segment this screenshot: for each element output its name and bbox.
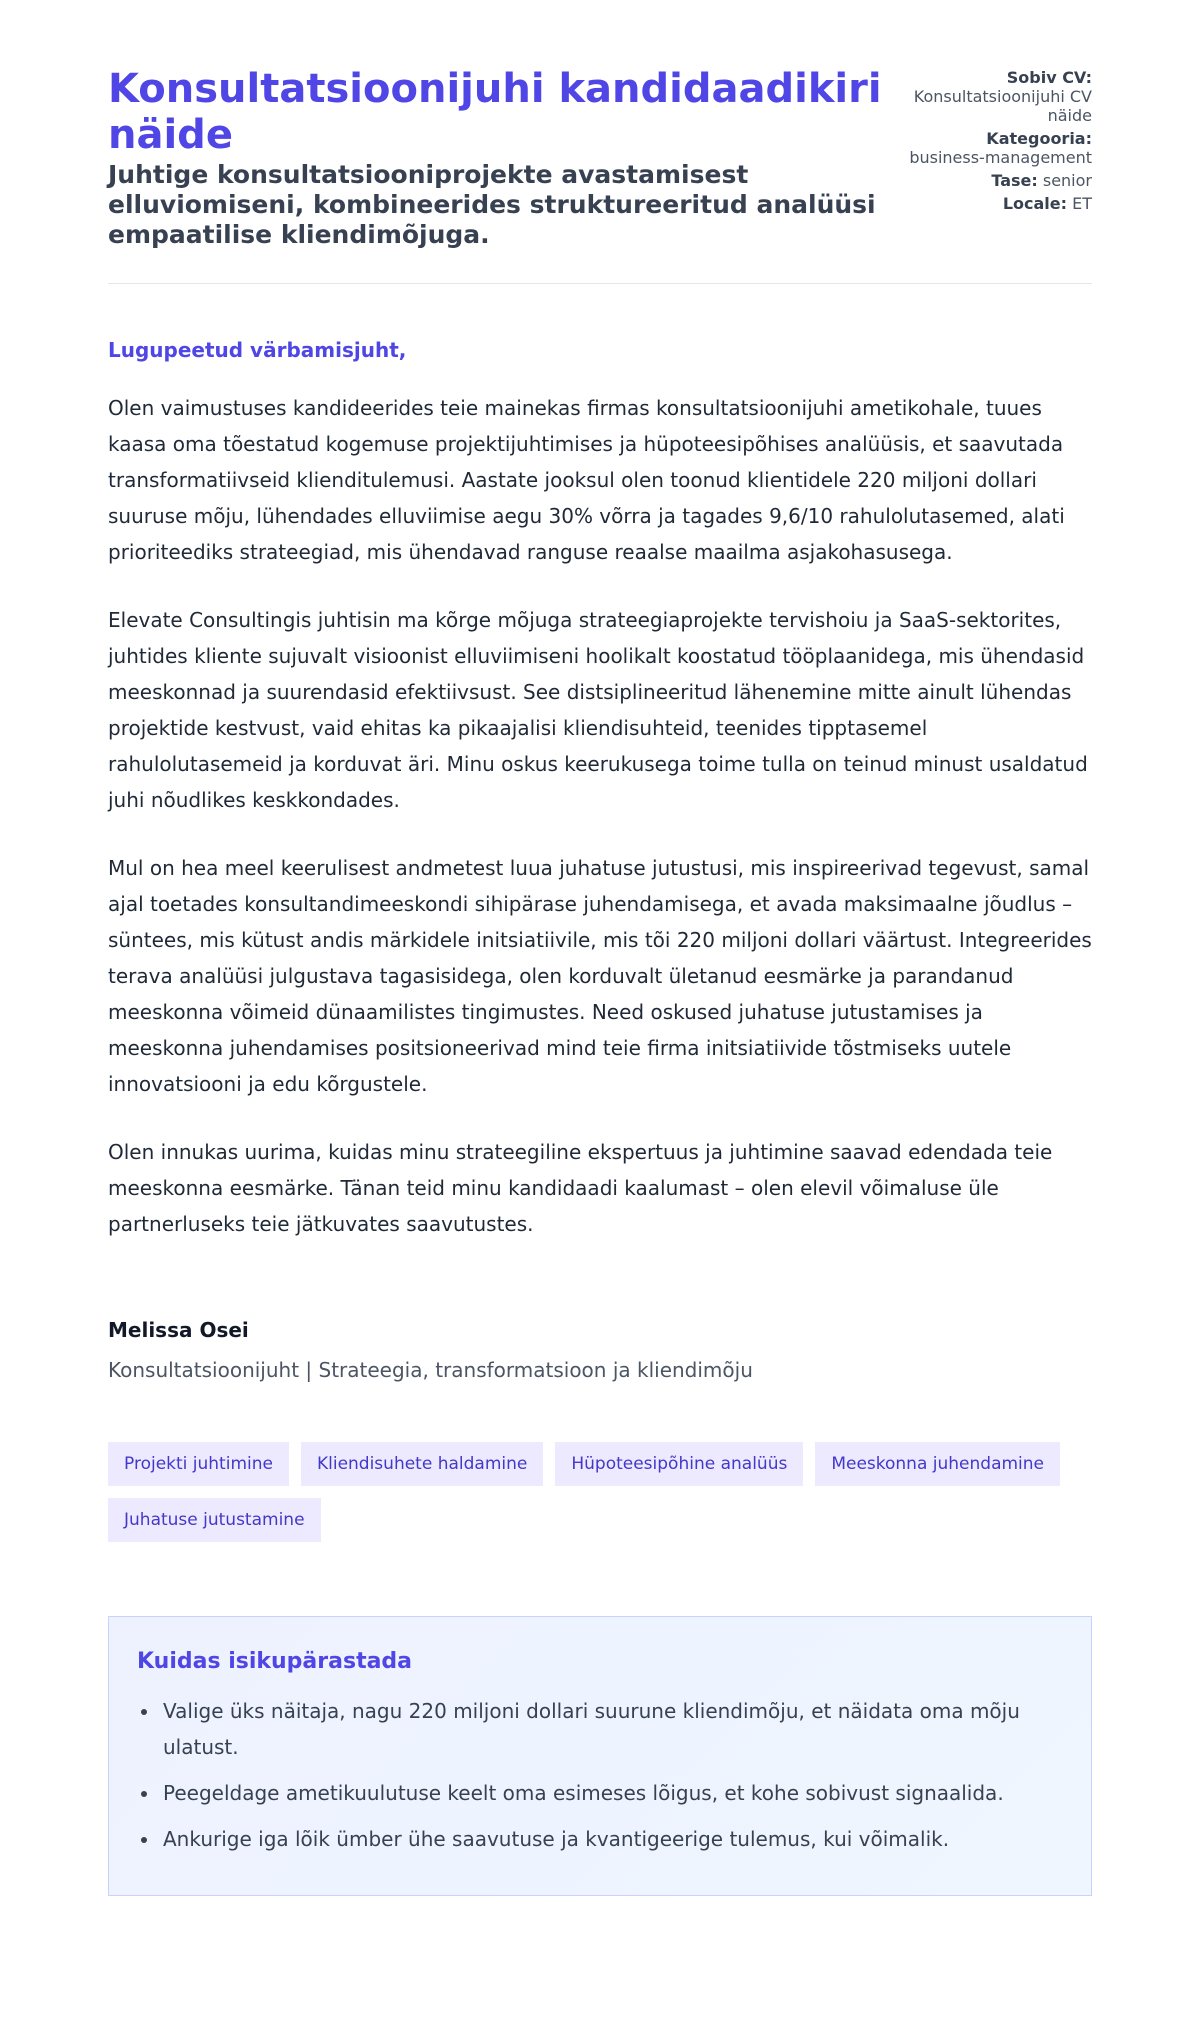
meta-level: [902, 171, 1092, 190]
tips-title: Kuidas isikupärastada: [137, 1649, 413, 1674]
meta-category-label: Kategooria:: [986, 129, 1092, 148]
skill-tag: Juhatuse jutustamine: [108, 1498, 321, 1542]
letter-paragraph-1: Olen vaimustuses kandideerides teie mainekas firmas konsultatsioonijuhi ametikohale, tuues kaasa oma tõestatud kogemuse projektijuhtimises ja hüpoteesipõhises analüüsis, et saavutada transformatiivseid klienditulemusi. Aastate jooksul olen toonud klientidele 220 miljoni dollari suuruse mõju, lühendades elluviimise aegu 30% võrra ja tagades 9,6/10 rahulolutasemed, alati prioriteediks strateegiad, mis ühendavad ranguse reaalse maailma asjakohasusega.: [108, 396, 1065, 564]
meta-locale: [902, 194, 1092, 213]
signature-name: Melissa Osei: [108, 1318, 249, 1342]
letter-paragraph-4: Olen innukas uurima, kuidas minu strateegiline ekspertuus ja juhtimine saavad edendada teie meeskonna eesmärke. Tänan teid minu kandidaadi kaalumast – olen elevil võimaluse üle partnerluseks teie jätkuvates saavutustes.: [108, 1140, 1053, 1236]
tips-list: [137, 1693, 1063, 1857]
signature-role: Konsultatsioonijuht | Strateegia, transformatsioon ja kliendimõju: [108, 1358, 753, 1382]
signature: [108, 1316, 1092, 1384]
meta-level-value: senior: [1042, 171, 1092, 190]
skill-tags: [108, 1442, 1068, 1542]
skill-tag: Hüpoteesipõhine analüüs: [555, 1442, 803, 1486]
salutation: Lugupeetud värbamisjuht,: [108, 338, 407, 362]
skill-tag: Kliendisuhete haldamine: [301, 1442, 543, 1486]
meta-category-value: business-management: [909, 148, 1092, 167]
meta-cv-link[interactable]: Konsultatsioonijuhi CV näide: [913, 87, 1092, 125]
tip-item: Peegeldage ametikuulutuse keelt oma esimeses lõigus, et kohe sobivust signaalida.: [137, 1775, 1063, 1811]
meta-locale-value: ET: [1072, 194, 1092, 213]
meta-cv: [902, 68, 1092, 125]
page-title: Konsultatsioonijuhi kandidaadikiri näide: [108, 66, 882, 158]
letter-body: [108, 284, 1092, 1896]
page-subtitle: Juhtige konsultatsiooniprojekte avastamisest elluviomiseni, kombineerides struktureeritud analüüsi empaatilise kliendimõjuga.: [108, 160, 876, 249]
skill-tag: Projekti juhtimine: [108, 1442, 289, 1486]
skill-tag: Meeskonna juhendamine: [815, 1442, 1060, 1486]
meta-locale-label: Locale:: [1002, 194, 1068, 213]
meta-cv-label: Sobiv CV:: [1006, 68, 1092, 87]
meta-level-label: Tase:: [991, 171, 1038, 190]
letter-paragraph-3: Mul on hea meel keerulisest andmetest luua juhatuse jutustusi, mis inspireerivad tegevust, samal ajal toetades konsultandimeeskondi sihipärase juhendamisega, et avada maksimaalne jõudlus – süntees, mis kütust andis märkidele initsiatiivile, mis tõi 220 miljoni dollari väärtust. Integreerides terava analüüsi julgustava tagasisidega, olen korduvalt ületanud eesmärke ja parandanud meeskonna võimeid dünaamilistes tingimustes. Need oskused juhatuse jutustamises ja meeskonna juhendamises positsioneerivad mind teie firma initsiatiivide tõstmiseks uutele innovatsiooni ja edu kõrgustele.: [108, 856, 1092, 1096]
tip-item: Valige üks näitaja, nagu 220 miljoni dollari suurune kliendimõju, et näidata oma mõju ulatust.: [137, 1693, 1063, 1765]
meta-category: [902, 129, 1092, 167]
title-block: [108, 66, 908, 250]
page-header: [108, 0, 1092, 284]
tip-item: Ankurige iga lõik ümber ühe saavutuse ja kvantigeerige tulemus, kui võimalik.: [137, 1821, 1063, 1857]
personalization-tips: [108, 1616, 1092, 1896]
letter-paragraph-2: Elevate Consultingis juhtisin ma kõrge mõjuga strateegiaprojekte tervishoiu ja SaaS-sektorites, juhtides kliente sujuvalt visioonist elluviimiseni hoolikalt koostatud tööplaanidega, mis ühendasid meeskonnad ja suurendasid efektiivsust. See distsiplineeritud lähenemine mitte ainult lühendas projektide kestvust, vaid ehitas ka pikaajalisi kliendisuhteid, teenides tipptasemel rahulolutasemeid ja korduvat äri. Minu oskus keerukusega toime tulla on teinud minust usaldatud juhi nõudlikes keskkondades.: [108, 608, 1088, 812]
meta-panel: [902, 68, 1092, 217]
